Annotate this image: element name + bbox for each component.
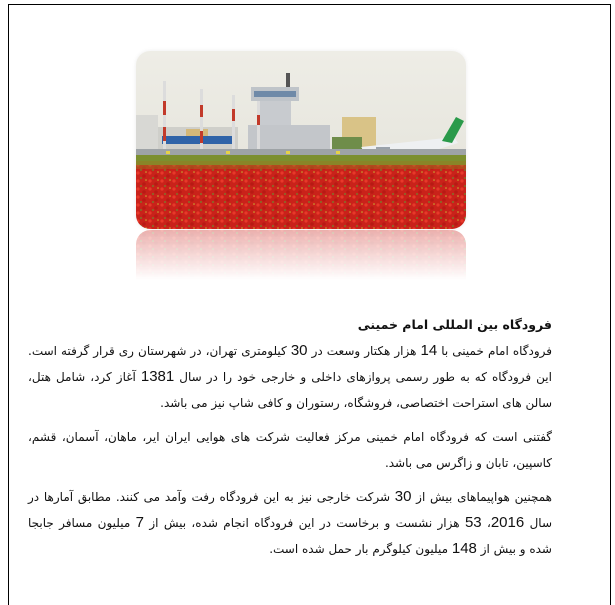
number-value: 2016 — [490, 514, 525, 531]
photo-reflection — [136, 230, 466, 280]
number-value: 30 — [394, 488, 412, 505]
text-run: ، — [481, 516, 491, 530]
text-run: فرودگاه امام خمینی با — [437, 344, 552, 358]
number-value: 14 — [420, 342, 438, 359]
number-value: 53 — [464, 514, 482, 531]
paragraph-2 — [28, 424, 552, 476]
text-run: هزار هکتار وسعت در — [307, 344, 421, 358]
text-run: کیلومتری تهران، در شهرستان ری قرار گرفته است. این فرودگاه که به طور رسمی پروازهای داخلی و خارجی خود را در سال — [28, 344, 552, 384]
paragraph-3 — [28, 484, 552, 562]
number-value: 7 — [135, 514, 144, 531]
article — [28, 312, 552, 570]
text-run: آغاز کرد، شامل هتل، سالن های استراحت اختصاصی، فروشگاه، رستوران و کافی شاپ نیز می باشد. — [28, 370, 552, 410]
article-title: فرودگاه بین المللی امام خمینی — [357, 317, 552, 332]
text-run: میلیون مسافر جابجا شده و بیش از — [28, 516, 552, 556]
text-run: همچنین هواپیماهای بیش از — [411, 490, 552, 504]
paragraph-1 — [28, 338, 552, 416]
text-run: شرکت خارجی نیز به این فرودگاه رفت وآمد می کنند. مطابق آمارها در سال — [28, 490, 552, 530]
text-run: گفتنی است که فرودگاه امام خمینی مرکز فعالیت شرکت های هوایی ایران ایر، ماهان، آسمان، قشم، کاسپین، تابان و زاگرس می باشد. — [28, 430, 552, 470]
text-run: میلیون کیلوگرم بار حمل شده است. — [269, 542, 452, 556]
airport-illustration — [136, 51, 466, 229]
number-value: 148 — [451, 540, 477, 557]
text-run: هزار نشست و برخاست در این فرودگاه انجام شده، بیش از — [144, 516, 465, 530]
number-value: 1381 — [140, 368, 175, 385]
airport-photo — [136, 51, 466, 229]
number-value: 30 — [290, 342, 308, 359]
